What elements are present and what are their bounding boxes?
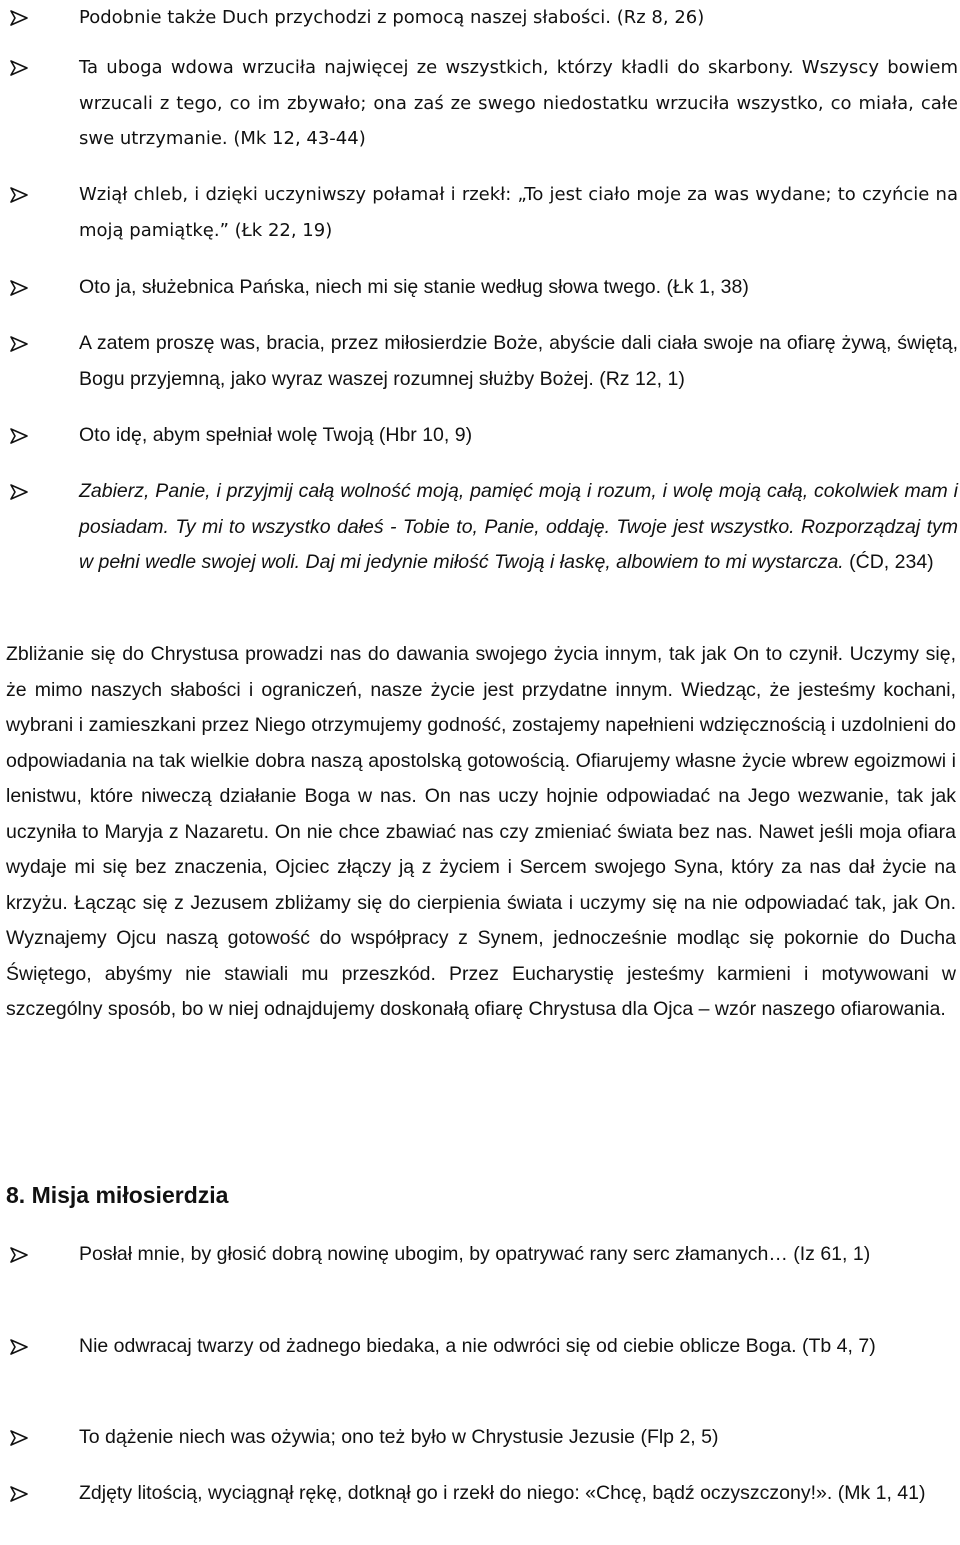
bullet-reference: (ĆD, 234) <box>843 551 934 573</box>
bullet-text-part: Wziął chleb, i dzięki uczyniwszy połamał i rzekł: <box>79 184 518 205</box>
bullet-text: Oto idę, abym spełniał wolę Twoją (Hbr 10, 9) <box>79 424 473 446</box>
bullet-text: Ta uboga wdowa wrzuciła najwięcej ze wszystkich, którzy kładli do skarbony. Wszyscy bowiem wrzucali z tego, co im zbywało; ona zaś ze swego niedostatku wrzuciła wszystko, co miała, całe swe utrzymanie. (Mk 12, 43-44) <box>79 57 958 149</box>
bullet-text: Nie odwracaj twarzy od żadnego biedaka, a nie odwróci się od ciebie oblicze Boga. (Tb 4, 7) <box>79 1335 876 1357</box>
arrowhead-bullet-icon <box>8 418 30 454</box>
bullet-text <box>79 177 958 248</box>
bullet-text: Zdjęty litością, wyciągnął rękę, dotknął go i rzekł do niego: «Chcę, bądź oczyszczony!». (Mk 1, 41) <box>79 1482 926 1504</box>
arrowhead-bullet-icon <box>8 1329 30 1365</box>
arrowhead-bullet-icon <box>8 270 30 306</box>
prayer-text: Zabierz, Panie, i przyjmij całą wolność moją, pamięć moją i rozum, i wolę moją całą, cokolwiek mam i posiadam. Ty mi to wszystko dałeś - Tobie to, Panie, oddaję. Twoje jest wszystko. Rozporządzaj tym w pełni wedle swojej woli. Daj mi jedynie miłość Twoją i łaskę, albowiem to mi wystarcza. <box>79 480 958 573</box>
arrowhead-bullet-icon <box>8 0 30 36</box>
arrowhead-bullet-icon <box>8 1420 30 1456</box>
bullet-reference: (Łk 22, 19) <box>228 219 333 241</box>
arrowhead-bullet-icon <box>8 1476 30 1512</box>
bullet-text: A zatem proszę was, bracia, przez miłosierdzie Boże, abyście dali ciała swoje na ofiarę żywą, świętą, Bogu przyjemną, jako wyraz waszej rozumnej służby Bożej. (Rz 12, 1) <box>79 332 958 390</box>
bullet-text: Podobnie także Duch przychodzi z pomocą naszej słabości. (Rz 8, 26) <box>79 7 705 28</box>
bullet-text <box>79 474 958 581</box>
arrowhead-bullet-icon <box>8 1237 30 1273</box>
arrowhead-bullet-icon <box>8 50 30 86</box>
bullet-text: Posłał mnie, by głosić dobrą nowinę ubogim, by opatrywać rany serc złamanych… (Iz 61, 1) <box>79 1243 871 1265</box>
section-heading: 8. Misja miłosierdzia <box>6 1182 229 1208</box>
arrowhead-bullet-icon <box>8 177 30 213</box>
bullet-text: To dążenie niech was ożywia; ono też było w Chrystusie Jezusie (Flp 2, 5) <box>79 1426 719 1448</box>
arrowhead-bullet-icon <box>8 326 30 362</box>
bullet-text: Oto ja, służebnica Pańska, niech mi się stanie według słowa twego. (Łk 1, 38) <box>79 276 749 298</box>
body-paragraph: Zbliżanie się do Chrystusa prowadzi nas do dawania swojego życia innym, tak jak On to czynił. Uczymy się, że mimo naszych słabości i ograniczeń, nasze życie jest przydatne innym. Wiedząc, że jesteśmy kochani, wybrani i zamieszkani przez Niego otrzymujemy godność, zostajemy napełnieni wdzięcznością i uzdolnieni do odpowiadania na tak wielkie dobra naszą apostolską gotowością. Ofiarujemy własne życie wbrew egoizmowi i lenistwu, które niweczą działanie Boga w nas. On nas uczy hojnie odpowiadać na Jego wezwanie, tak jak uczyniła to Maryja z Nazaretu. On nie chce zbawiać nas czy zmieniać świata bez nas. Nawet jeśli moja ofiara wydaje mi się bez znaczenia, Ojciec złączy ją z życiem i Sercem swojego Syna, który za nas dał życie na krzyżu. Łącząc się z Jezusem zbliżamy się do cierpienia świata i uczymy się na nie odpowiadać tak, jak On. Wyznajemy Ojcu naszą gotowość do współpracy z Synem, jednocześnie modląc się pokornie do Ducha Świętego, abyśmy nie stawiali mu przeszkód. Przez Eucharystię jesteśmy karmieni i motywowani w szczególny sposób, bo w niej odnajdujemy doskonałą ofiarę Chrystusa dla Ojca – wzór naszego ofiarowania. <box>6 643 956 1020</box>
arrowhead-bullet-icon <box>8 474 30 510</box>
bullet-quote: „To jest ciało moje za was wydane; to czyńcie na moją pamiątkę.” <box>79 184 958 241</box>
